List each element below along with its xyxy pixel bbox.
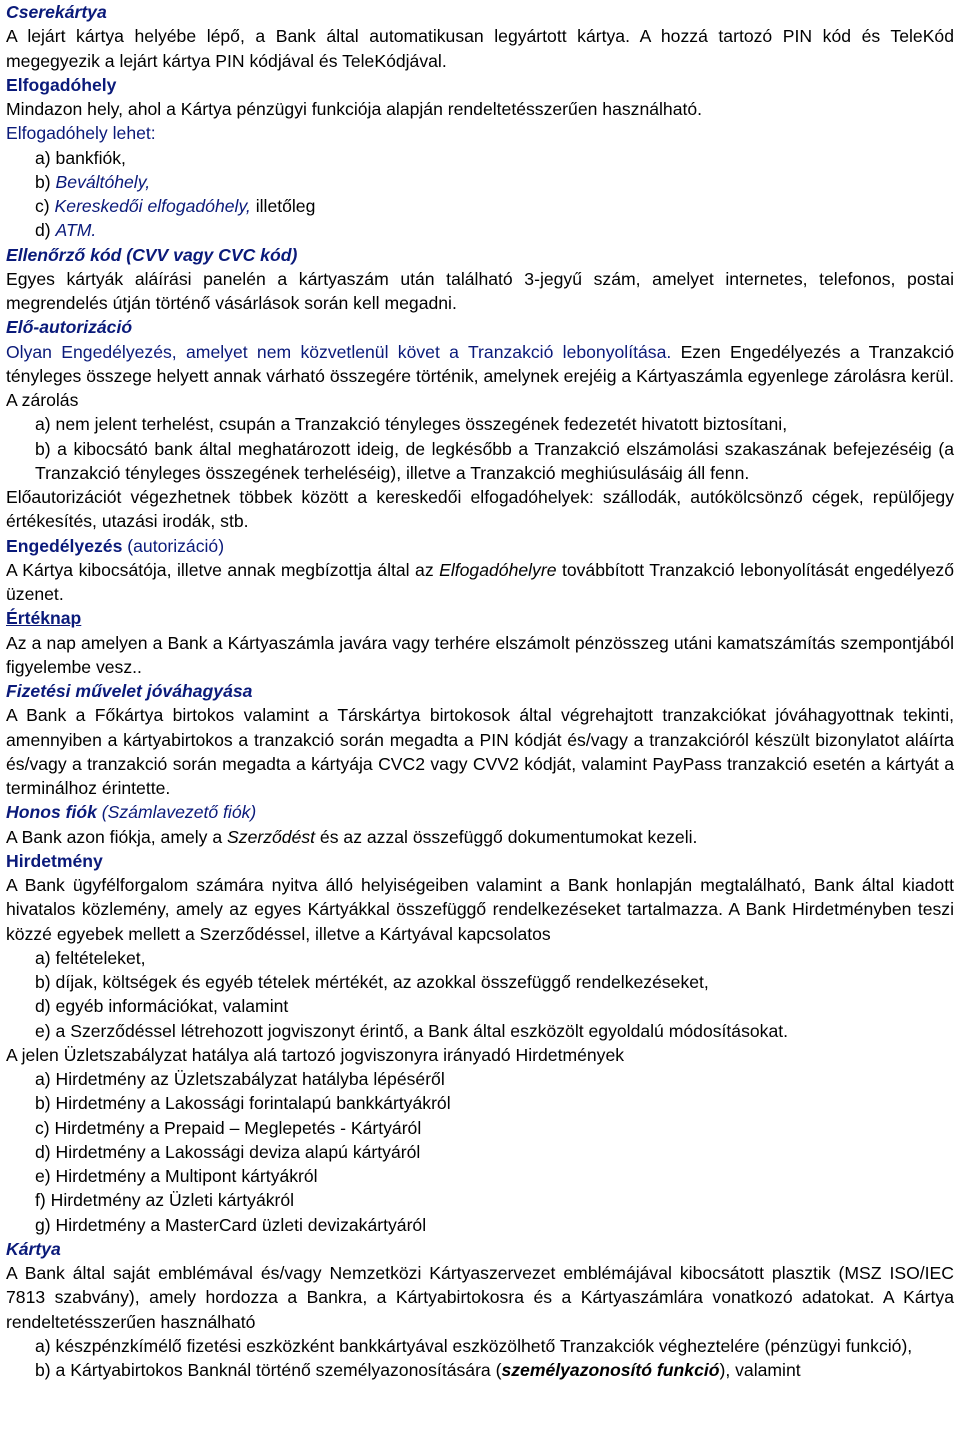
term-definition-eloautorizacio: Olyan Engedélyezés, amelyet nem közvetlenül követ a Tranzakció lebonyolítása. Ezen Engedélyezés a Tranzakció tényleges összege helyett annak várható összegére történik, amelynek erejéig a Kártyaszámla egyenlege zárolásra kerül. A zárolás — [6, 341, 955, 410]
term-definition-hirdetmeny: A Bank ügyfélforgalom számára nyitva álló helyiségeiben valamint a Bank honlapján megtalálható, Bank által kiadott hivatalos közlemény, amely az egyes Kártyákkal összefüggő rendelkezéseket tartalmazza. A Bank Hirdetményben teszi közzé egyebek mellett a Szerződéssel, illetve a Kártyával kapcsolatos — [6, 875, 954, 944]
term-definition-kartya: A Bank által saját emblémával és/vagy Nemzetközi Kártyaszervezet emblémájával kibocsátott plasztik (MSZ ISO/IEC 7813 szabvány), amely hordozza a Bankra, a Kártyabirtokosra és a Kártyaszámlára vonatkozó adatokat. A Kártya rendeltetésszerűen használható — [6, 1263, 954, 1332]
term-definition-cserekartya: A lejárt kártya helyébe lépő, a Bank által automatikusan legyártott kártya. A hozzá tartozó PIN kód és TeleKód megegyezik a lejárt kártya PIN kódjával és TeleKódjával. — [6, 26, 954, 71]
term-definition-cvv: Egyes kártyák aláírási panelén a kártyaszám után található 3-jegyű szám, amelyet internetes, telefonos, postai megrendelés útján történő vásárlások során kell megadni. — [6, 268, 954, 313]
term-heading-kartya: Kártya — [6, 1238, 61, 1259]
hirdetmeny-item: d) egyéb információkat, valamint — [35, 996, 289, 1017]
elfogadohely-item-b: b) Beváltóhely, — [35, 171, 151, 192]
term-definition-fizetesi: A Bank a Főkártya birtokos valamint a Társkártya birtokosok által végrehajtott tranzakciókat jóváhagyottnak tekinti, amennyiben a kártyabirtokos a tranzakció során megadta a PIN kódját és/vagy a tranzakcióról készült bizonylatot aláírta és/vagy a tranzakció során megadta a kártyája CVC2 vagy CVV2 kódját, valamint PayPass tranzakció esetén a kártyát a terminálhoz érintette. — [6, 705, 954, 798]
elfogadohely-lead: Elfogadóhely lehet: — [6, 123, 156, 144]
eloautorizacio-item-a: a) nem jelent terhelést, csupán a Tranzakció tényleges összegének fedezetét hivatott biztosítani, — [35, 414, 788, 435]
term-heading-elfogadohely: Elfogadóhely — [6, 74, 117, 95]
term-link-kereskedoi-elfogadohely: Kereskedői elfogadóhely, — [54, 196, 251, 216]
eloautorizacio-item-b: b) a kibocsátó bank által meghatározott ideig, de legkésőbb a Tranzakció elszámolási szakaszának befejezéséig (a Tranzakció tényleges összegének terheléséig), illetve a Tranzakció meghiúsulásáig áll fenn. — [35, 438, 954, 483]
term-heading-eloautorizacio: Elő-autorizáció — [6, 317, 133, 338]
hirdetmeny-lead: A jelen Üzletszabályzat hatálya alá tartozó jogviszonyra irányadó Hirdetmények — [6, 1044, 625, 1065]
hirdetmeny-list-item: c) Hirdetmény a Prepaid – Meglepetés - Kártyáról — [35, 1117, 422, 1138]
term-heading-cserekartya: Cserekártya — [6, 2, 107, 22]
elfogadohely-item-c: c) Kereskedői elfogadóhely, illetőleg — [35, 196, 316, 216]
hirdetmeny-item: a) feltételeket, — [35, 947, 146, 968]
hirdetmeny-list-item: g) Hirdetmény a MasterCard üzleti devizakártyáról — [35, 1214, 427, 1235]
eloautorizacio-after: Előautorizációt végezhetnek többek között a kereskedői elfogadóhelyek: szállodák, autókölcsönző cégek, repülőjegy értékesítés, utazási irodák, stb. — [6, 487, 954, 532]
term-heading-erteknap: Értéknap — [6, 608, 82, 629]
term-heading-engedelyezes: Engedélyezés (autorizáció) — [6, 535, 225, 556]
hirdetmeny-item: e) a Szerződéssel létrehozott jogviszonyt érintő, a Bank által eszközölt egyoldalú módosításokat. — [35, 1020, 789, 1041]
hirdetmeny-list-item: e) Hirdetmény a Multipont kártyákról — [35, 1166, 318, 1186]
term-definition-engedelyezes: A Kártya kibocsátója, illetve annak megbízottja által az Elfogadóhelyre továbbított Tranzakció lebonyolítását engedélyező üzenet. — [6, 559, 954, 604]
term-link-bevaltohely: Beváltóhely, — [55, 171, 151, 192]
hirdetmeny-list-item: b) Hirdetmény a Lakossági forintalapú bankkártyákról — [35, 1093, 451, 1114]
term-definition-honos: A Bank azon fiókja, amely a Szerződést és az azzal összefüggő dokumentumokat kezeli. — [6, 826, 698, 847]
kartya-item-b: b) a Kártyabirtokos Banknál történő személyazonosítására (személyazonosító funkció), valamint — [35, 1360, 801, 1380]
hirdetmeny-list-item: d) Hirdetmény a Lakossági deviza alapú kártyáról — [35, 1141, 421, 1162]
term-definition-erteknap: Az a nap amelyen a Bank a Kártyaszámla javára vagy terhére elszámolt pénzösszeg utáni kamatszámítás szempontjából figyelembe vesz.. — [6, 632, 954, 677]
term-heading-fizetesi: Fizetési művelet jóváhagyása — [6, 681, 253, 701]
kartya-item-a: a) készpénzkímélő fizetési eszközként bankkártyával eszközölhető Tranzakciók végheztelére (pénzügyi funkció), — [35, 1335, 913, 1356]
term-definition-elfogadohely: Mindazon hely, ahol a Kártya pénzügyi funkciója alapján rendeltetésszerűen használható. — [6, 99, 703, 119]
term-heading-honos: Honos fiók (Számlavezető fiók) — [6, 802, 257, 823]
term-heading-cvv: Ellenőrző kód (CVV vagy CVC kód) — [6, 244, 298, 265]
elfogadohely-item-a: a) bankfiók, — [35, 147, 126, 168]
hirdetmeny-list-item: a) Hirdetmény az Üzletszabályzat hatályba lépéséről — [35, 1069, 445, 1089]
term-link-atm: ATM. — [55, 220, 97, 241]
hirdetmeny-item: b) díjak, költségek és egyéb tételek mértékét, az azokkal összefüggő rendelkezéseket, — [35, 972, 709, 992]
hirdetmeny-list-item: f) Hirdetmény az Üzleti kártyákról — [35, 1190, 295, 1211]
term-heading-hirdetmeny: Hirdetmény — [6, 850, 103, 871]
elfogadohely-item-d: d) ATM. — [35, 220, 97, 241]
